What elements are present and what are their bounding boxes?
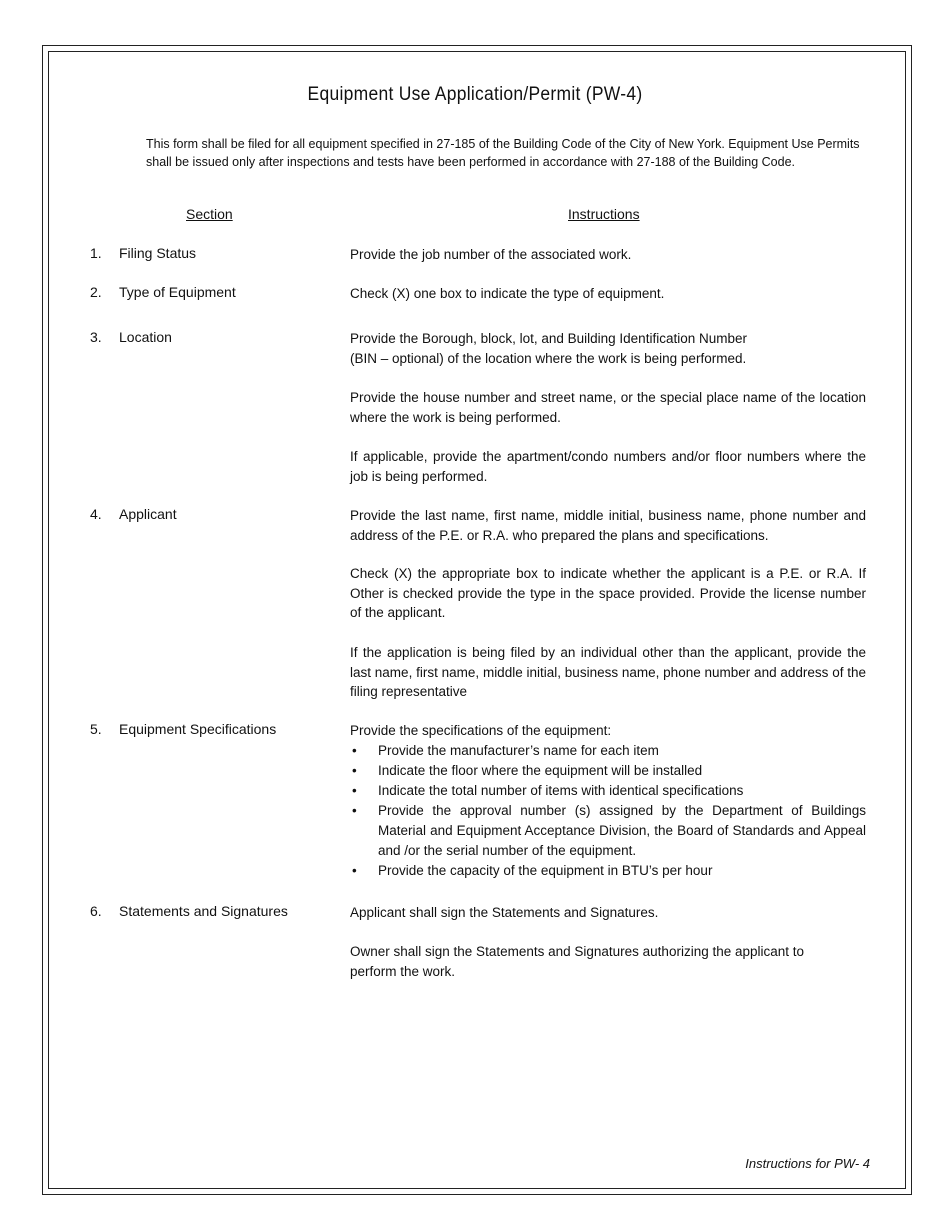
list-item: • Indicate the total number of items with identical specifications <box>350 781 866 801</box>
row-number: 5. <box>90 721 102 737</box>
row-number: 1. <box>90 245 102 261</box>
instruction-paragraph: Provide the house number and street name, or the special place name of the location where the work is being performed. <box>350 390 866 425</box>
bullet-icon: • <box>352 743 357 758</box>
instruction-paragraph: Provide the job number of the associated work. <box>350 247 632 262</box>
document-title: Equipment Use Application/Permit (PW-4) <box>307 84 643 105</box>
instruction-paragraph: If the application is being filed by an individual other than the applicant, provide the last name, first name, middle initial, business name, phone number and address of the filing representative <box>350 645 866 699</box>
row-number: 4. <box>90 506 102 522</box>
row-number: 3. <box>90 329 102 345</box>
instruction-paragraph: Applicant shall sign the Statements and Signatures. <box>350 905 659 920</box>
section-label-filing-status: Filing Status <box>119 245 197 261</box>
page-footer: Instructions for PW- 4 <box>745 1156 870 1171</box>
instructions-column-header: Instructions <box>568 206 640 222</box>
instruction-paragraph: Provide the Borough, block, lot, and Building Identification Number (BIN – optional) of the location where the work is being performed. <box>350 331 747 366</box>
list-item: • Indicate the floor where the equipment will be installed <box>350 761 866 781</box>
instruction-paragraph: Provide the last name, first name, middle initial, business name, phone number and address of the P.E. or R.A. who prepared the plans and specifications. <box>350 508 866 543</box>
row-number: 2. <box>90 284 102 300</box>
bullet-icon: • <box>352 863 357 878</box>
intro-paragraph: This form shall be filed for all equipment specified in 27-185 of the Building Code of the City of New York. Equipment Use Permits shall be issued only after inspections and tests have been performed in accordance with 27-188 of the Building Code. <box>146 137 860 169</box>
section-label-statements-and-signatures: Statements and Signatures <box>119 903 288 919</box>
instruction-paragraph: If applicable, provide the apartment/condo numbers and/or floor numbers where the job is being performed. <box>350 449 866 484</box>
section-column-header: Section <box>186 206 233 222</box>
instruction-paragraph: Owner shall sign the Statements and Signatures authorizing the applicant to perform the work. <box>350 944 805 979</box>
specification-bullet-list <box>350 741 866 881</box>
list-item: • Provide the capacity of the equipment in BTU’s per hour <box>350 861 866 881</box>
instruction-paragraph: Provide the specifications of the equipment: <box>350 723 612 738</box>
instruction-paragraph: Check (X) the appropriate box to indicate whether the applicant is a P.E. or R.A. If Other is checked provide the type in the space provided. Provide the license number of the applicant. <box>350 566 866 620</box>
bullet-icon: • <box>352 763 357 778</box>
instruction-paragraph: Check (X) one box to indicate the type of equipment. <box>350 286 665 301</box>
section-label-applicant: Applicant <box>119 506 177 522</box>
row-number: 6. <box>90 903 102 919</box>
section-label-location: Location <box>119 329 172 345</box>
list-item: • Provide the manufacturer’s name for each item <box>350 741 866 761</box>
section-label-equipment-specifications: Equipment Specifications <box>119 721 277 737</box>
list-item: • Provide the approval number (s) assigned by the Department of Buildings Material and Equipment Acceptance Division, the Board of Standards and Appeal and /or the serial number of the equipment. <box>352 803 866 858</box>
section-label-type-of-equipment: Type of Equipment <box>119 284 236 300</box>
bullet-icon: • <box>352 783 357 798</box>
bullet-icon: • <box>352 803 357 818</box>
